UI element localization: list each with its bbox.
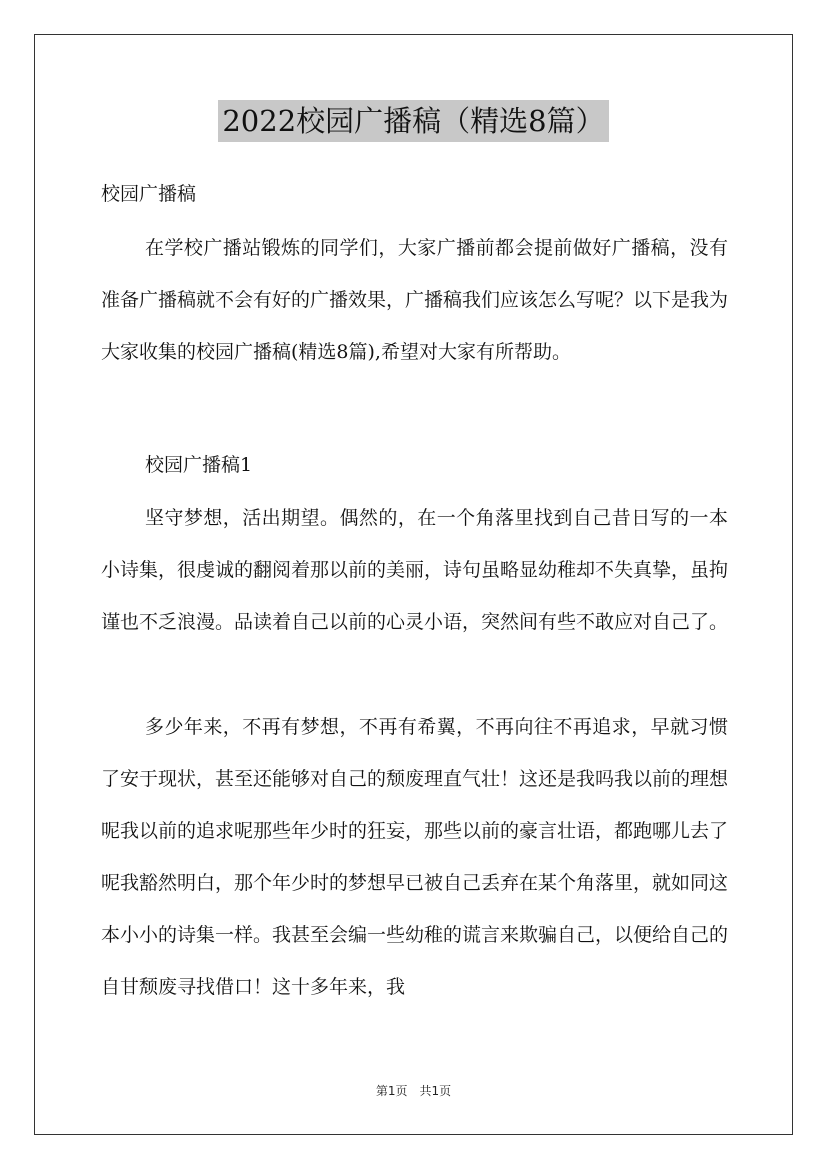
body-paragraph-1: 坚守梦想，活出期望。偶然的，在一个角落里找到自己昔日写的一本小诗集，很虔诚的翻阅着那以前的美丽，诗句虽略显幼稚却不失真挚，虽拘谨也不乏浪漫。品读着自己以前的心灵小语，突然间有些不敢应对自己了。 <box>101 507 729 633</box>
title-container <box>0 100 827 142</box>
document-subheading: 校园广播稿 <box>101 183 197 205</box>
section-title: 校园广播稿1 <box>145 454 253 476</box>
document-title: 2022校园广播稿（精选8篇） <box>218 100 608 142</box>
body-paragraph-2: 多少年来，不再有梦想，不再有希翼，不再向往不再追求，早就习惯了安于现状，甚至还能够对自己的颓废理直气壮！这还是我吗我以前的理想呢我以前的追求呢那些年少时的狂妄，那些以前的豪言壮语，都跑哪儿去了呢我豁然明白，那个年少时的梦想早已被自己丢弃在某个角落里，就如同这本小小的诗集一样。我甚至会编一些幼稚的谎言来欺骗自己，以便给自己的自甘颓废寻找借口！这十多年来，我 <box>101 716 729 998</box>
page-number-footer: 第1页 共1页 <box>375 1084 452 1098</box>
intro-paragraph: 在学校广播站锻炼的同学们，大家广播前都会提前做好广播稿，没有准备广播稿就不会有好的广播效果，广播稿我们应该怎么写呢？以下是我为大家收集的校园广播稿(精选8篇),希望对大家有所帮助。 <box>101 237 729 363</box>
